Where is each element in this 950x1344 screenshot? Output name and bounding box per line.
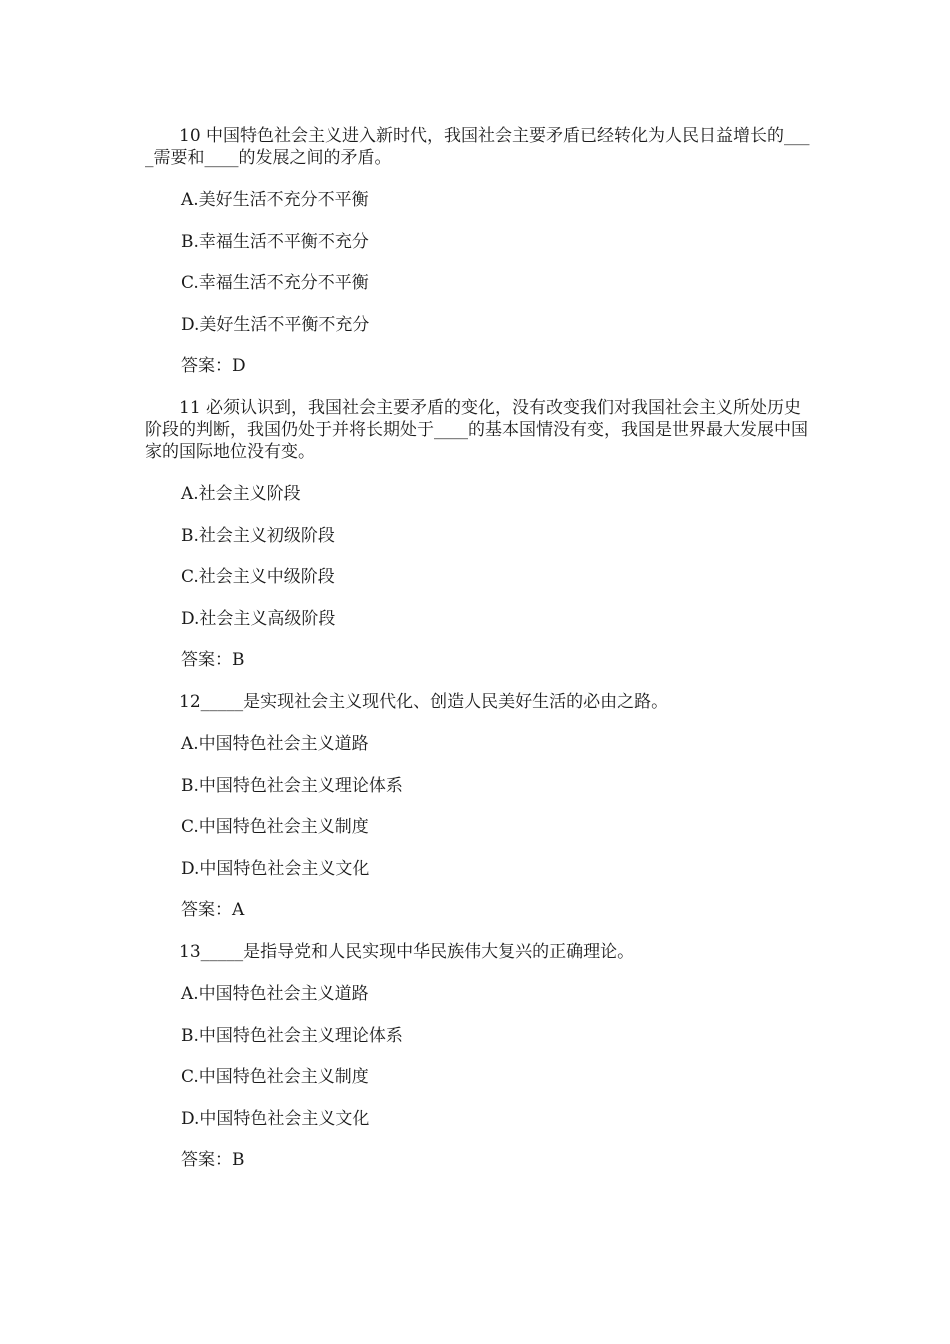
question-12 xyxy=(145,691,810,921)
question-stem: 12_____是实现社会主义现代化、创造人民美好生活的必由之路。 xyxy=(179,692,669,712)
question-13 xyxy=(145,941,810,1171)
answer-text: 答案：D xyxy=(181,356,246,376)
option-a: A.中国特色社会主义道路 xyxy=(181,984,369,1004)
question-stem: 13_____是指导党和人民实现中华民族伟大复兴的正确理论。 xyxy=(179,942,635,962)
option-b: B.中国特色社会主义理论体系 xyxy=(181,775,403,796)
option-d: D.中国特色社会主义文化 xyxy=(181,858,370,879)
option-c: C.幸福生活不充分不平衡 xyxy=(181,273,369,293)
option-a: A.社会主义阶段 xyxy=(181,484,301,504)
option-d: D.美好生活不平衡不充分 xyxy=(181,314,370,335)
option-b: B.幸福生活不平衡不充分 xyxy=(181,231,369,252)
option-b: B.中国特色社会主义理论体系 xyxy=(181,1025,403,1046)
question-11 xyxy=(145,397,810,671)
answer-text: 答案：A xyxy=(181,900,245,920)
option-c: C.中国特色社会主义制度 xyxy=(181,817,369,837)
document-page xyxy=(145,125,810,1191)
question-10 xyxy=(145,125,810,377)
answer-text: 答案：B xyxy=(181,1150,245,1170)
option-c: C.中国特色社会主义制度 xyxy=(181,1067,369,1087)
question-stem: 10 中国特色社会主义进入新时代，我国社会主要矛盾已经转化为人民日益增长的____需要和____的发展之间的矛盾。 xyxy=(145,126,810,168)
option-a: A.中国特色社会主义道路 xyxy=(181,734,369,754)
option-c: C.社会主义中级阶段 xyxy=(181,567,335,587)
option-a: A.美好生活不充分不平衡 xyxy=(181,190,369,210)
option-d: D.社会主义高级阶段 xyxy=(181,608,336,629)
option-b: B.社会主义初级阶段 xyxy=(181,525,335,546)
option-d: D.中国特色社会主义文化 xyxy=(181,1108,370,1129)
question-stem: 11 必须认识到，我国社会主要矛盾的变化，没有改变我们对我国社会主义所处历史阶段的判断，我国仍处于并将长期处于____的基本国情没有变，我国是世界最大发展中国家的国际地位没有变。 xyxy=(145,398,808,462)
answer-text: 答案：B xyxy=(181,650,245,670)
